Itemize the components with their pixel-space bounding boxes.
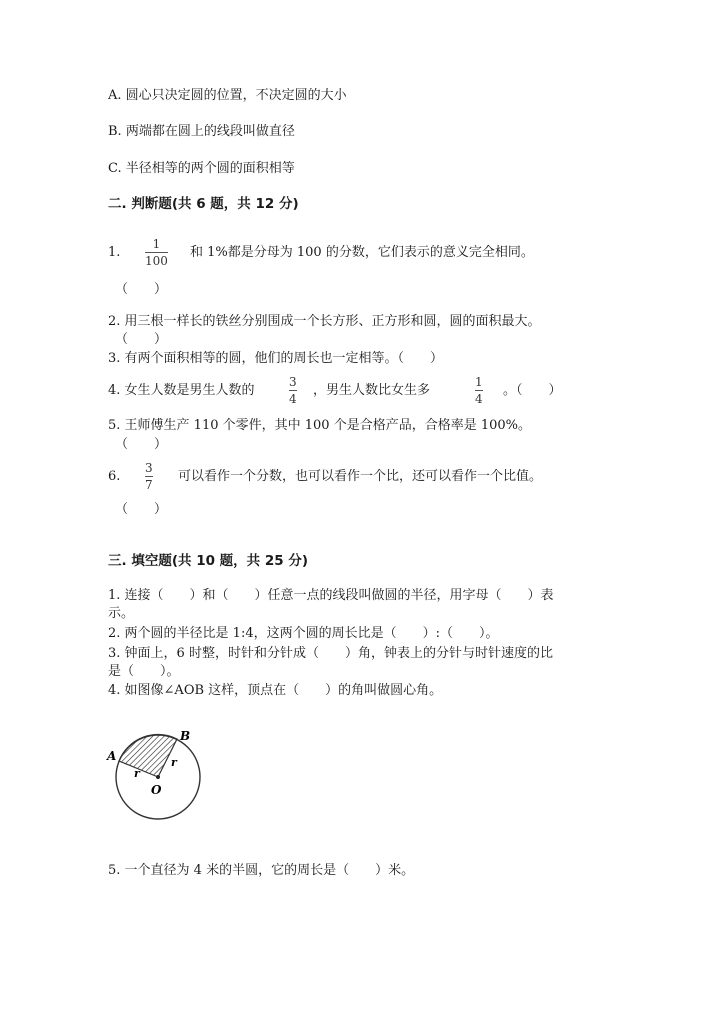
label-a: A: [107, 749, 117, 763]
fraction-denominator: 4: [289, 392, 297, 406]
q2-5-text: 5. 王师傅生产 110 个零件，其中 100 个是合格产品，合格率是 100%。: [108, 418, 531, 433]
q2-4-fraction-2: [475, 375, 483, 406]
label-r-right: r: [171, 756, 177, 769]
q2-6-number: 6.: [108, 469, 121, 484]
q2-2-blank: （ ）: [115, 332, 168, 347]
center-point: [156, 775, 160, 779]
fraction-denominator: 4: [475, 392, 483, 406]
label-b: B: [180, 729, 191, 743]
choice-c: C. 半径相等的两个圆的面积相等: [108, 161, 295, 176]
label-r-left: r: [134, 767, 140, 780]
choice-a: A. 圆心只决定圆的位置，不决定圆的大小: [108, 88, 347, 103]
q3-4-text: 4. 如图像∠AOB 这样，顶点在（ ）的角叫做圆心角。: [108, 683, 443, 698]
q3-3-line-2: 是（ ）。: [108, 664, 180, 679]
q2-2-text: 2. 用三根一样长的铁丝分别围成一个长方形、正方形和圆，圆的面积最大。: [108, 314, 541, 329]
q2-4-post: 。（ ）: [503, 383, 562, 398]
circle-figure: [104, 728, 216, 828]
q2-4-pre: 4. 女生人数是男生人数的: [108, 383, 255, 398]
q2-1-fraction: [145, 237, 168, 268]
q3-5-text: 5. 一个直径为 4 米的半圆，它的周长是（ ）米。: [108, 863, 415, 878]
q2-1-text: 和 1%都是分母为 100 的分数，它们表示的意义完全相同。: [190, 245, 534, 260]
q2-3-text: 3. 有两个面积相等的圆，他们的周长也一定相等。（ ）: [108, 351, 444, 366]
q2-1-blank: （ ）: [115, 282, 168, 297]
q3-1-line-1: 1. 连接（ ）和（ ）任意一点的线段叫做圆的半径，用字母（ ）表: [108, 588, 554, 603]
q3-1-line-2: 示。: [108, 606, 135, 621]
q2-4-mid: ，男生人数比女生多: [313, 383, 431, 398]
sector-aob: [119, 734, 177, 777]
section-3-heading: 三. 填空题(共 10 题，共 25 分): [108, 553, 309, 569]
choice-b: B. 两端都在圆上的线段叫做直径: [108, 124, 295, 139]
q2-4-fraction-1: [289, 375, 297, 406]
fraction-numerator: 1: [475, 375, 483, 389]
q3-3-line-1: 3. 钟面上，6 时整，时针和分针成（ ）角，钟表上的分针与时针速度的比: [108, 646, 553, 661]
q2-6-fraction: [145, 461, 153, 492]
q2-5-blank: （ ）: [115, 437, 168, 452]
fraction-numerator: 3: [145, 461, 153, 475]
fraction-numerator: 3: [289, 375, 297, 389]
q2-6-text: 可以看作一个分数，也可以看作一个比，还可以看作一个比值。: [178, 469, 543, 484]
q3-2-text: 2. 两个圆的半径比是 1:4，这两个圆的周长比是（ ）:（ ）。: [108, 626, 499, 641]
q2-6-blank: （ ）: [115, 502, 168, 517]
q2-1-number: 1.: [108, 245, 121, 260]
fraction-denominator: 7: [145, 478, 153, 492]
label-o: O: [151, 783, 162, 797]
section-2-heading: 二. 判断题(共 6 题，共 12 分): [108, 196, 299, 212]
fraction-numerator: 1: [152, 237, 161, 251]
fraction-denominator: 100: [145, 254, 168, 268]
